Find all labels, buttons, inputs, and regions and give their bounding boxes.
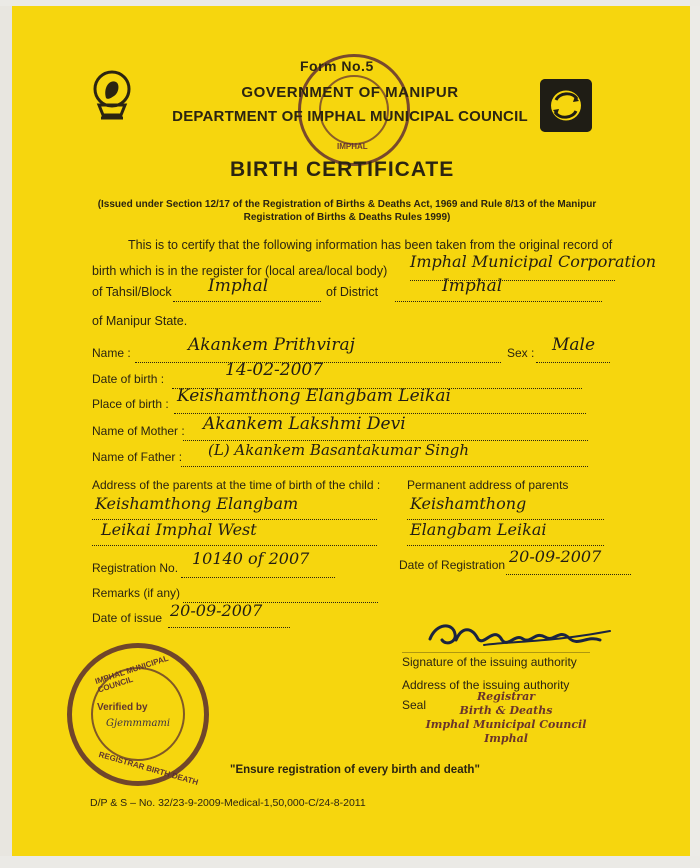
local-body-value: Imphal Municipal Corporation: [410, 252, 657, 271]
sex-value: Male: [552, 335, 596, 355]
printer-code: D/P & S – No. 32/23-9-2009-Medical-1,50,000-C/24-8-2011: [90, 797, 366, 809]
name-label: Name :: [92, 346, 131, 360]
registrar-stamp-line: Imphal: [484, 732, 528, 745]
tahsil-dotted-line: [173, 300, 321, 302]
place-of-birth-label: Place of birth :: [92, 397, 169, 411]
signature-label: Signature of the issuing authority: [402, 655, 577, 669]
registrar-stamp-line: Imphal Municipal Council: [425, 718, 587, 731]
tahsil-value: Imphal: [208, 276, 269, 296]
local-body-label: birth which is in the register for (local area/local body): [92, 264, 388, 278]
form-number: Form No.5: [300, 58, 374, 74]
place-of-birth-value: Keishamthong Elangbam Leikai: [177, 386, 451, 406]
address-at-birth-label: Address of the parents at the time of birth of the child :: [92, 478, 381, 492]
bottom-page-margin: [0, 856, 700, 868]
right-page-margin: [690, 0, 700, 868]
office-stamp-text: IMPHAL: [337, 142, 368, 151]
certificate-title: BIRTH CERTIFICATE: [230, 158, 455, 181]
left-page-margin: [0, 0, 12, 868]
district-value: Imphal: [442, 276, 503, 296]
date-of-issue-label: Date of issue: [92, 611, 163, 625]
district-label: of District: [326, 285, 379, 299]
municipal-seal-bottom-text: REGISTRAR BIRTH DEATH: [97, 749, 200, 788]
department-heading: DEPARTMENT OF IMPHAL MUNICIPAL COUNCIL: [172, 108, 528, 125]
council-logo-icon: [540, 79, 592, 132]
address-at-birth-value-1: Keishamthong Elangbam: [95, 494, 299, 513]
certificate-intro-line: This is to certify that the following information has been taken from the original record of: [128, 238, 613, 252]
municipal-seal-top-text: IMPHAL MUNICIPAL COUNCIL: [93, 653, 170, 695]
remarks-label: Remarks (if any): [92, 586, 181, 600]
municipal-seal-icon: [67, 643, 209, 786]
permanent-address-line-2: [407, 544, 604, 546]
local-body-dotted-line: [410, 279, 615, 281]
issuing-authority-signature-icon: [422, 613, 627, 655]
date-of-registration-label: Date of Registration: [399, 558, 506, 572]
date-of-issue-value: 20-09-2007: [170, 601, 263, 620]
address-at-birth-line-2: [92, 544, 377, 546]
signature-baseline: [402, 651, 590, 653]
father-name-label: Name of Father :: [92, 450, 183, 464]
registrar-stamp-line: Registrar: [476, 690, 535, 703]
registration-number-label: Registration No.: [92, 561, 179, 575]
sex-dotted-line: [536, 361, 610, 363]
registration-reminder: "Ensure registration of every birth and death": [230, 764, 480, 776]
registration-number-value: 10140 of 2007: [192, 549, 310, 568]
state-line: of Manipur State.: [92, 314, 188, 328]
verified-signature-text: Gjemmmami: [106, 718, 171, 729]
government-heading: GOVERNMENT OF MANIPUR: [241, 84, 459, 101]
date-of-registration-value: 20-09-2007: [509, 547, 602, 566]
seal-label: Seal: [402, 698, 427, 712]
date-of-birth-value: 14-02-2007: [225, 360, 324, 380]
date-of-issue-dotted-line: [168, 626, 290, 628]
top-page-margin: [0, 0, 700, 6]
father-name-dotted-line: [181, 465, 588, 467]
registrar-stamp-line: Birth & Deaths: [459, 704, 553, 717]
tahsil-label: of Tahsil/Block: [92, 285, 172, 299]
date-of-registration-dotted-line: [506, 573, 631, 575]
father-name-value: (L) Akankem Basantakumar Singh: [208, 441, 470, 459]
permanent-address-value-2: Elangbam Leikai: [410, 520, 547, 539]
permanent-address-label: Permanent address of parents: [407, 478, 569, 492]
registrar-address-stamp: [421, 690, 591, 746]
registration-number-dotted-line: [181, 576, 335, 578]
permanent-address-value-1: Keishamthong: [410, 494, 527, 513]
district-dotted-line: [395, 300, 602, 302]
address-at-birth-value-2: Leikai Imphal West: [101, 520, 257, 539]
verified-by-text: Verified by: [97, 702, 148, 713]
statutory-reference: (Issued under Section 12/17 of the Registration of Births & Deaths Act, 1969 and Rule 8/13 of the Manipur Registration of Births & Deaths Rules 1999): [97, 199, 597, 223]
mother-name-label: Name of Mother :: [92, 424, 185, 438]
date-of-birth-label: Date of birth :: [92, 372, 165, 386]
mother-name-value: Akankem Lakshmi Devi: [203, 414, 406, 434]
issuing-authority-address-label: Address of the issuing authority: [402, 678, 570, 692]
sex-label: Sex :: [507, 346, 535, 360]
name-value: Akankem Prithviraj: [188, 335, 355, 355]
